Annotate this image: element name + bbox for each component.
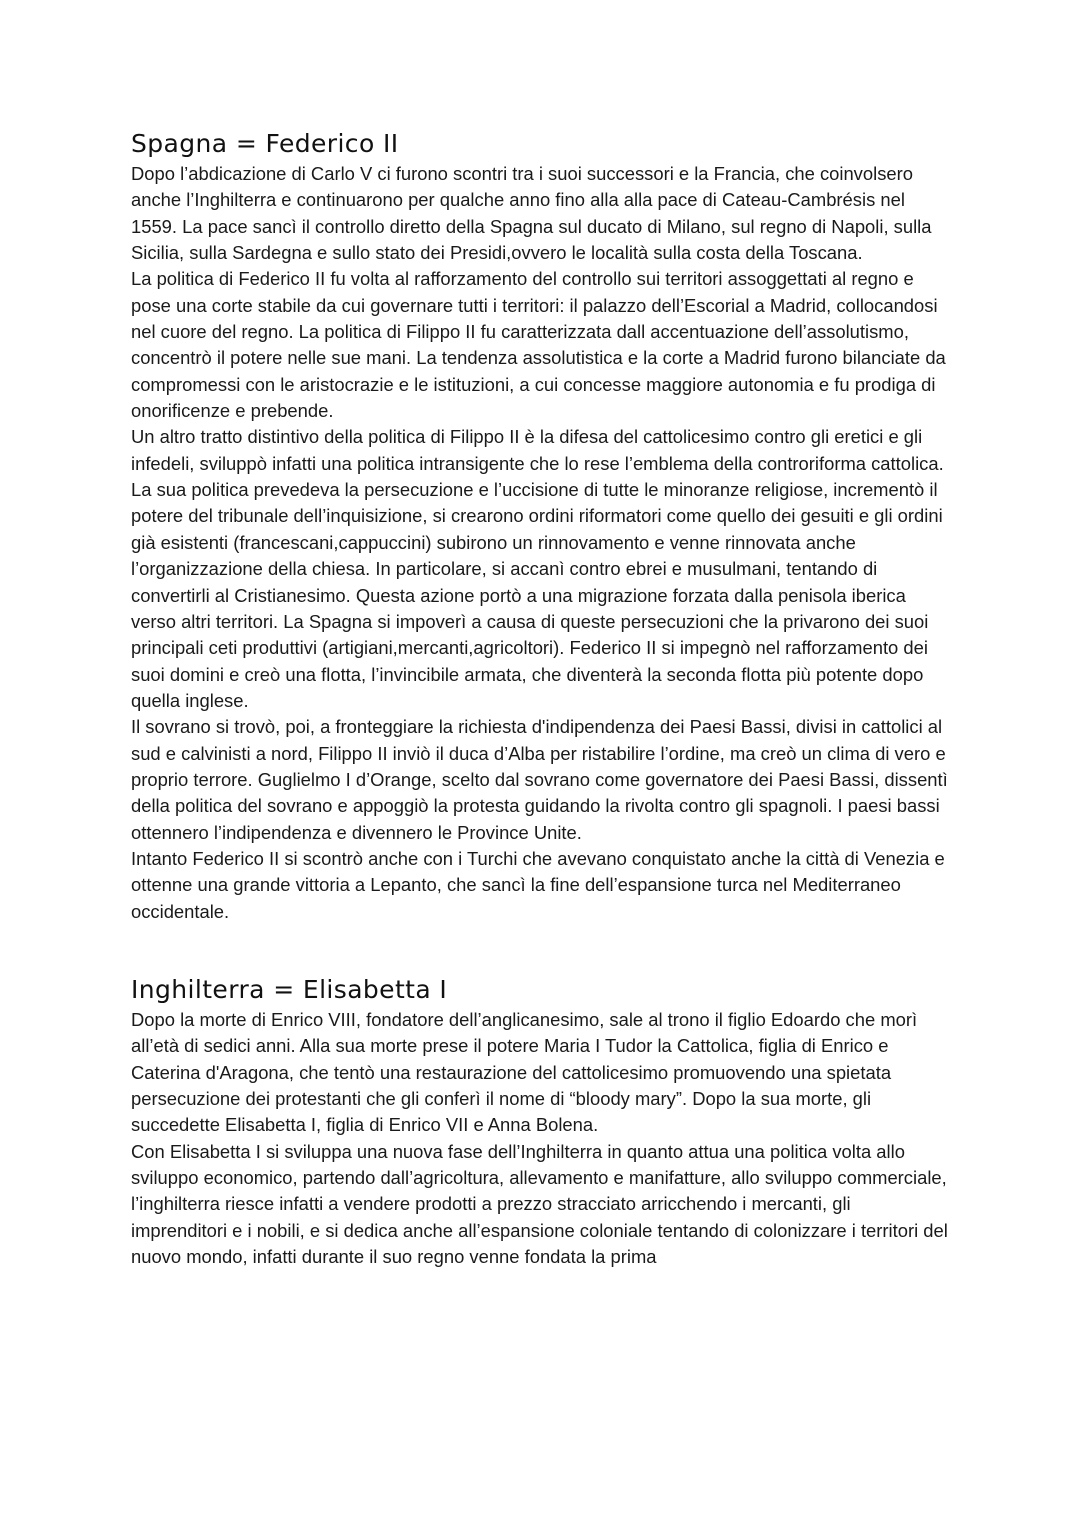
document-page [131,127,951,1270]
paragraph: Dopo la morte di Enrico VIII, fondatore dell’anglicanesimo, sale al trono il figlio Edoardo che morì all’età di sedici anni. Alla sua morte prese il potere Maria I Tudor la Cattolica, figlia di Enrico e Caterina d'Aragona, che tentò una restaurazione del cattolicesimo promuovendo una spietata persecuzione dei protestanti che gli conferì il nome di “bloody mary”. Dopo la sua morte, gli succedette Elisabetta I, figlia di Enrico VII e Anna Bolena. [131,1008,918,1136]
paragraph: Un altro tratto distintivo della politica di Filippo II è la difesa del cattolicesimo contro gli eretici e gli infedeli, sviluppò infatti una politica intransigente che lo rese l’emblema della controriforma cattolica. La sua politica prevedeva la persecuzione e l’uccisione di tutte le minoranze religiose, incrementò il potere del tribunale dell’inquisizione, si crearono ordini riformatori come quello dei gesuiti e gli ordini già esistenti (francescani,cappuccini) subirono un rinnovamento e venne rinnovata anche l’organizzazione della chiesa. In particolare, si accanì contro ebrei e musulmani, tentando di convertirli al Cristianesimo. Questa azione portò a una migrazione forzata dalla penisola iberica verso altri territori. La Spagna si impoverì a causa di queste persecuzioni che la privarono dei suoi principali ceti produttivi (artigiani,mercanti,agricoltori). Federico II si impegnò nel rafforzamento dei suoi domini e creò una flotta, l’invincibile armata, che diventerà la seconda flotta più potente dopo quella inglese. [131,426,944,711]
section-title: Inghilterra = Elisabetta I [131,974,448,1004]
paragraph: La politica di Federico II fu volta al rafforzamento del controllo sui territori assoggettati al regno e pose una corte stabile da cui governare tutti i territori: il palazzo dell’Escorial a Madrid, collocandosi nel cuore del regno. La politica di Filippo II fu caratterizzata dall accentuazione dell’assolutismo, concentrò il potere nelle sue mani. La tendenza assolutistica e la corte a Madrid furono bilanciate da compromessi con le aristocrazie e le istituzioni, a cui concesse maggiore autonomia e fu prodiga di onorificenze e prebende. [131,268,946,422]
section-spagna [131,127,951,925]
section-title: Spagna = Federico II [131,129,399,158]
paragraph: Intanto Federico II si scontrò anche con i Turchi che avevano conquistato anche la città di Venezia e ottenne una grande vittoria a Lepanto, che sancì la fine dell’espansione turca nel Mediterraneo occidentale. [131,847,945,922]
paragraph: Con Elisabetta I si sviluppa una nuova fase dell’Inghilterra in quanto attua una politica volta allo sviluppo economico, partendo dall’agricoltura, allevamento e manifatture, allo sviluppo commerciale, l’inghilterra riesce infatti a vendere prodotti a prezzo stracciato arricchendo i mercanti, gli imprenditori e i nobili, e si dedica anche all’espansione coloniale tentando di colonizzare i territori del nuovo mondo, infatti durante il suo regno venne fondata la prima [131,1140,948,1268]
paragraph: Dopo l’abdicazione di Carlo V ci furono scontri tra i suoi successori e la Francia, che coinvolsero anche l’Inghilterra e continuarono per qualche anno fino alla alla pace di Cateau-Cambrésis nel 1559. La pace sancì il controllo diretto della Spagna sul ducato di Milano, sul regno di Napoli, sulla Sicilia, sulla Sardegna e sullo stato dei Presidi,ovvero le località sulla costa della Toscana. [131,163,932,264]
section-inghilterra [131,973,951,1270]
paragraph: Il sovrano si trovò, poi, a fronteggiare la richiesta d'indipendenza dei Paesi Bassi, divisi in cattolici al sud e calvinisti a nord, Filippo II inviò il duca d’Alba per ristabilire l’ordine, ma creò un clima di vero e proprio terrore. Guglielmo I d’Orange, scelto dal sovrano come governatore dei Paesi Bassi, dissentì della politica del sovrano e appoggiò la protesta guidando la rivolta contro gli spagnoli. I paesi bassi ottennero l’indipendenza e divennero le Province Unite. [131,716,948,843]
